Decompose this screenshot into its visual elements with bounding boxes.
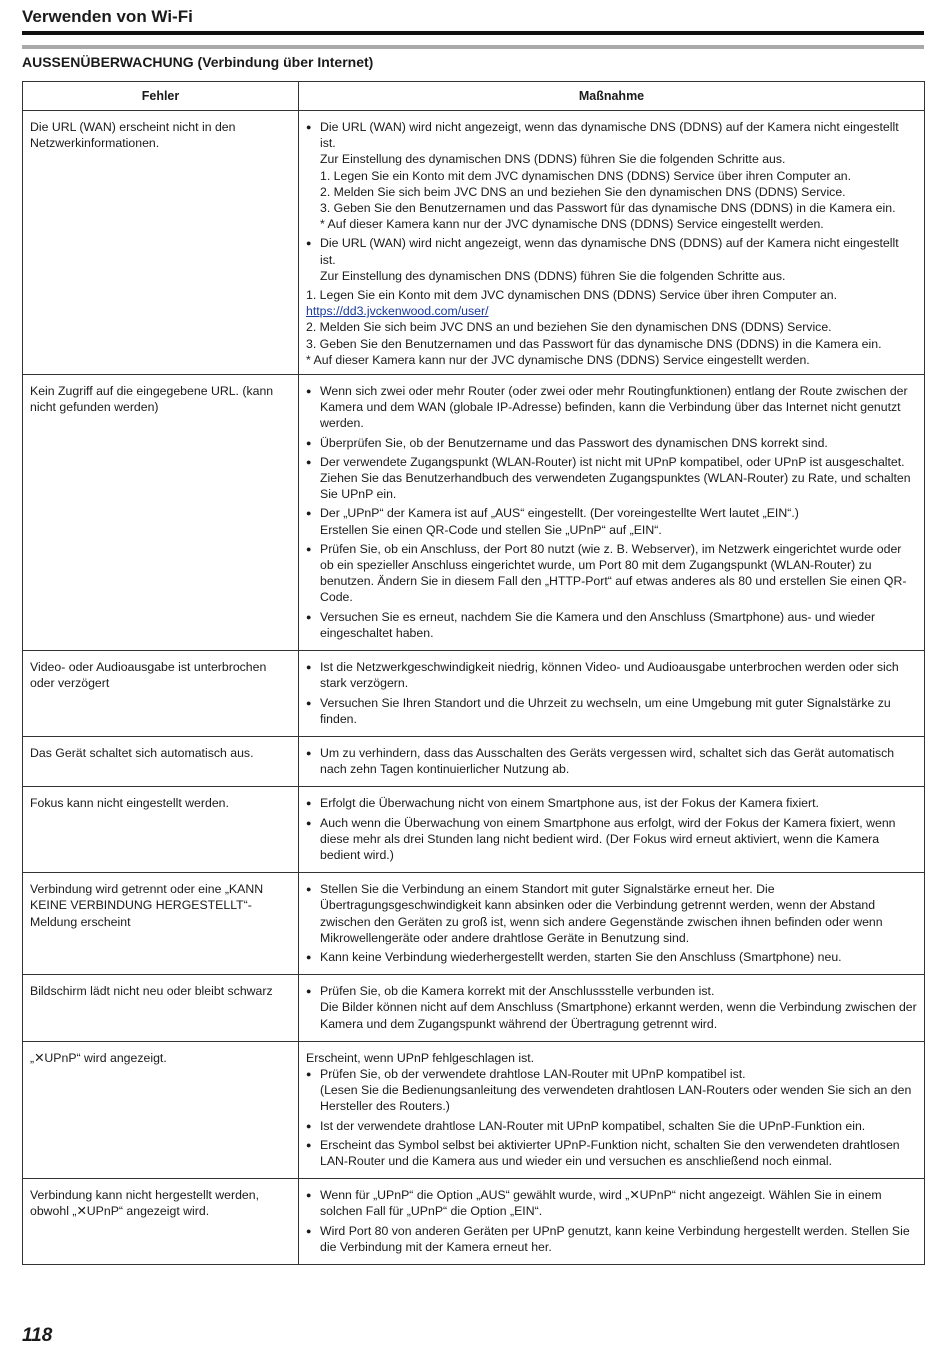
- massnahme-cell: [299, 651, 925, 737]
- fehler-cell: Verbindung wird getrennt oder eine „KANN KEINE VERBINDUNG HERGESTELLT“-Meldung erscheint: [23, 873, 299, 975]
- section-heading: AUSSENÜBERWACHUNG (Verbindung über Internet): [22, 54, 374, 70]
- troubleshooting-table: [22, 81, 925, 1265]
- bullet-item: ● Prüfen Sie, ob die Kamera korrekt mit der Anschlussstelle verbunden ist.: [306, 983, 917, 999]
- bullet-item: ● Die URL (WAN) wird nicht angezeigt, wenn das dynamische DNS (DDNS) auf der Kamera nicht eingestellt ist.: [306, 119, 917, 151]
- text-line: 3. Geben Sie den Benutzernamen und das Passwort für das dynamische DNS (DDNS) in die Kamera ein.: [306, 336, 882, 351]
- massnahme-cell: [299, 787, 925, 873]
- page-number: 118: [22, 1325, 53, 1346]
- massnahme-cell: [299, 1179, 925, 1265]
- text-line: * Auf dieser Kamera kann nur der JVC dynamische DNS (DDNS) Service eingestellt werden.: [306, 352, 810, 367]
- header-rule: [22, 31, 924, 35]
- table-header-row: [23, 82, 925, 111]
- massnahme-cell: [299, 975, 925, 1042]
- bullet-continuation: 2. Melden Sie sich beim JVC DNS an und beziehen Sie den dynamischen DNS (DDNS) Service.: [320, 184, 846, 199]
- header-rule-gray: [22, 45, 924, 49]
- table-row: [23, 1041, 925, 1178]
- table-row: [23, 375, 925, 651]
- table-row: [23, 787, 925, 873]
- bullet-continuation: Die Bilder können nicht auf dem Anschluss (Smartphone) erkannt werden, wenn die Verbindung zwischen der Kamera und dem Zugangspunkt während der Übertragung getrennt wird.: [320, 1000, 917, 1031]
- massnahme-cell: [299, 736, 925, 786]
- table-row: [23, 651, 925, 737]
- bullet-continuation: 1. Legen Sie ein Konto mit dem JVC dynamischen DNS (DDNS) Service über ihren Computer an.: [320, 168, 852, 183]
- page-header-title: Verwenden von Wi-Fi: [22, 7, 193, 26]
- bullet-continuation: (Lesen Sie die Bedienungsanleitung des verwendeten drahtlosen LAN-Routers oder wenden Sie sich an den Hersteller des Routers.): [320, 1083, 912, 1114]
- bullet-item: ● Der „UPnP“ der Kamera ist auf „AUS“ eingestellt. (Der voreingestellte Wert lautet „EIN“.): [306, 505, 917, 521]
- fehler-cell: „✕UPnP“ wird angezeigt.: [23, 1041, 299, 1178]
- fehler-cell: Die URL (WAN) erscheint nicht in den Netzwerkinformationen.: [23, 111, 299, 375]
- table-row: [23, 975, 925, 1042]
- bullet-item: ● Kann keine Verbindung wiederhergestellt werden, starten Sie den Anschluss (Smartphone) neu.: [306, 949, 917, 965]
- fehler-cell: Fokus kann nicht eingestellt werden.: [23, 787, 299, 873]
- bullet-continuation: Erstellen Sie einen QR-Code und stellen Sie „UPnP“ auf „EIN“.: [320, 522, 662, 537]
- fehler-cell: Kein Zugriff auf die eingegebene URL. (kann nicht gefunden werden): [23, 375, 299, 651]
- bullet-item: ● Auch wenn die Überwachung von einem Smartphone aus erfolgt, wird der Fokus der Kamera fixiert, wenn diese mehr als drei Stunden lang nicht bedient wird. (Der Fokus wird erneut aktiviert, wenn die Kamera bedient wird.): [306, 815, 917, 864]
- bullet-item: ● Wird Port 80 von anderen Geräten per UPnP genutzt, kann keine Verbindung hergestellt werden. Stellen Sie die Verbindung mit der Kamera erneut her.: [306, 1223, 917, 1255]
- bullet-item: ● Prüfen Sie, ob der verwendete drahtlose LAN-Router mit UPnP kompatibel ist.: [306, 1066, 917, 1082]
- bullet-item: ● Erfolgt die Überwachung nicht von einem Smartphone aus, ist der Fokus der Kamera fixiert.: [306, 795, 917, 811]
- text-line: 2. Melden Sie sich beim JVC DNS an und beziehen Sie den dynamischen DNS (DDNS) Service.: [306, 320, 832, 335]
- bullet-continuation: Zur Einstellung des dynamischen DNS (DDNS) führen Sie die folgenden Schritte aus.: [320, 268, 786, 283]
- bullet-item: ● Wenn für „UPnP“ die Option „AUS“ gewählt wurde, wird „✕UPnP“ nicht angezeigt. Wählen Sie in einem solchen Fall für „UPnP“ die Option „EIN“.: [306, 1187, 917, 1219]
- table-row: [23, 873, 925, 975]
- bullet-item: ● Stellen Sie die Verbindung an einem Standort mit guter Signalstärke erneut her. Die Übertragungsgeschwindigkeit kann absinken oder die Verbindung getrennt werden, wenn der Abstand zwischen den Geräten zu groß ist, wenn sich andere Gegenstände zwischen ihnen befinden oder wenn Mikrowellengeräte oder andere drahtlose Geräte in Benutzung sind.: [306, 881, 917, 946]
- fehler-cell: Bildschirm lädt nicht neu oder bleibt schwarz: [23, 975, 299, 1042]
- column-header-fehler: Fehler: [23, 82, 299, 111]
- bullet-item: ● Versuchen Sie es erneut, nachdem Sie die Kamera und den Anschluss (Smartphone) aus- und wieder eingeschaltet haben.: [306, 609, 917, 641]
- ddns-link[interactable]: https://dd3.jvckenwood.com/user/: [306, 304, 489, 319]
- bullet-continuation: 3. Geben Sie den Benutzernamen und das Passwort für das dynamische DNS (DDNS) in die Kamera ein.: [320, 201, 896, 216]
- massnahme-cell: [299, 1041, 925, 1178]
- bullet-item: ● Der verwendete Zugangspunkt (WLAN-Router) ist nicht mit UPnP kompatibel, oder UPnP ist ausgeschaltet. Ziehen Sie das Benutzerhandbuch des verwendeten Zugangspunktes (WLAN-Router) zu Rate, und schalten Sie UPnP ein.: [306, 454, 917, 503]
- bullet-item: ● Ist der verwendete drahtlose LAN-Router mit UPnP kompatibel, schalten Sie die UPnP-Funktion ein.: [306, 1118, 917, 1134]
- massnahme-cell: [299, 375, 925, 651]
- bullet-continuation: Zur Einstellung des dynamischen DNS (DDNS) führen Sie die folgenden Schritte aus.: [320, 152, 786, 167]
- fehler-cell: Das Gerät schaltet sich automatisch aus.: [23, 736, 299, 786]
- bullet-continuation: * Auf dieser Kamera kann nur der JVC dynamische DNS (DDNS) Service eingestellt werden.: [320, 217, 824, 232]
- table-row: [23, 736, 925, 786]
- bullet-item: ● Erscheint das Symbol selbst bei aktivierter UPnP-Funktion nicht, schalten Sie den verwendeten drahtlosen LAN-Router und die Kamera aus und wieder ein und versuchen es anschließend noch einmal.: [306, 1137, 917, 1169]
- bullet-item: ● Ist die Netzwerkgeschwindigkeit niedrig, können Video- und Audioausgabe unterbrochen werden oder sich stark verzögern.: [306, 659, 917, 691]
- bullet-item: ● Prüfen Sie, ob ein Anschluss, der Port 80 nutzt (wie z. B. Webserver), im Netzwerk eingerichtet wurde oder ob ein spezieller Anschluss eingerichtet wurde, um Port 80 mit dem Zugangspunkt (WLAN-Router) zu benutzen. Ändern Sie in diesem Fall den „HTTP-Port“ auf etwas anderes als 80 und erstellen Sie einen QR-Code.: [306, 541, 917, 606]
- fehler-cell: Verbindung kann nicht hergestellt werden, obwohl „✕UPnP“ angezeigt wird.: [23, 1179, 299, 1265]
- text-line: Erscheint, wenn UPnP fehlgeschlagen ist.: [306, 1050, 535, 1065]
- fehler-cell: Video- oder Audioausgabe ist unterbrochen oder verzögert: [23, 651, 299, 737]
- bullet-item: ● Die URL (WAN) wird nicht angezeigt, wenn das dynamische DNS (DDNS) auf der Kamera nicht eingestellt ist.: [306, 235, 917, 267]
- column-header-massnahme: Maßnahme: [299, 82, 925, 111]
- bullet-item: ● Wenn sich zwei oder mehr Router (oder zwei oder mehr Routingfunktionen) entlang der Route zwischen der Kamera und dem WAN (globale IP-Adresse) befinden, kann die Verbindung über das Internet nicht genutzt werden.: [306, 383, 917, 432]
- massnahme-cell: [299, 873, 925, 975]
- text-line: 1. Legen Sie ein Konto mit dem JVC dynamischen DNS (DDNS) Service über ihren Computer an.: [306, 288, 838, 303]
- bullet-item: ● Überprüfen Sie, ob der Benutzername und das Passwort des dynamischen DNS korrekt sind.: [306, 435, 917, 451]
- bullet-item: ● Versuchen Sie Ihren Standort und die Uhrzeit zu wechseln, um eine Umgebung mit guter Signalstärke zu finden.: [306, 695, 917, 727]
- massnahme-cell: [299, 111, 925, 375]
- table-row: [23, 1179, 925, 1265]
- bullet-item: ● Um zu verhindern, dass das Ausschalten des Geräts vergessen wird, schaltet sich das Gerät automatisch nach zehn Tagen kontinuierlicher Nutzung ab.: [306, 745, 917, 777]
- table-row: [23, 111, 925, 375]
